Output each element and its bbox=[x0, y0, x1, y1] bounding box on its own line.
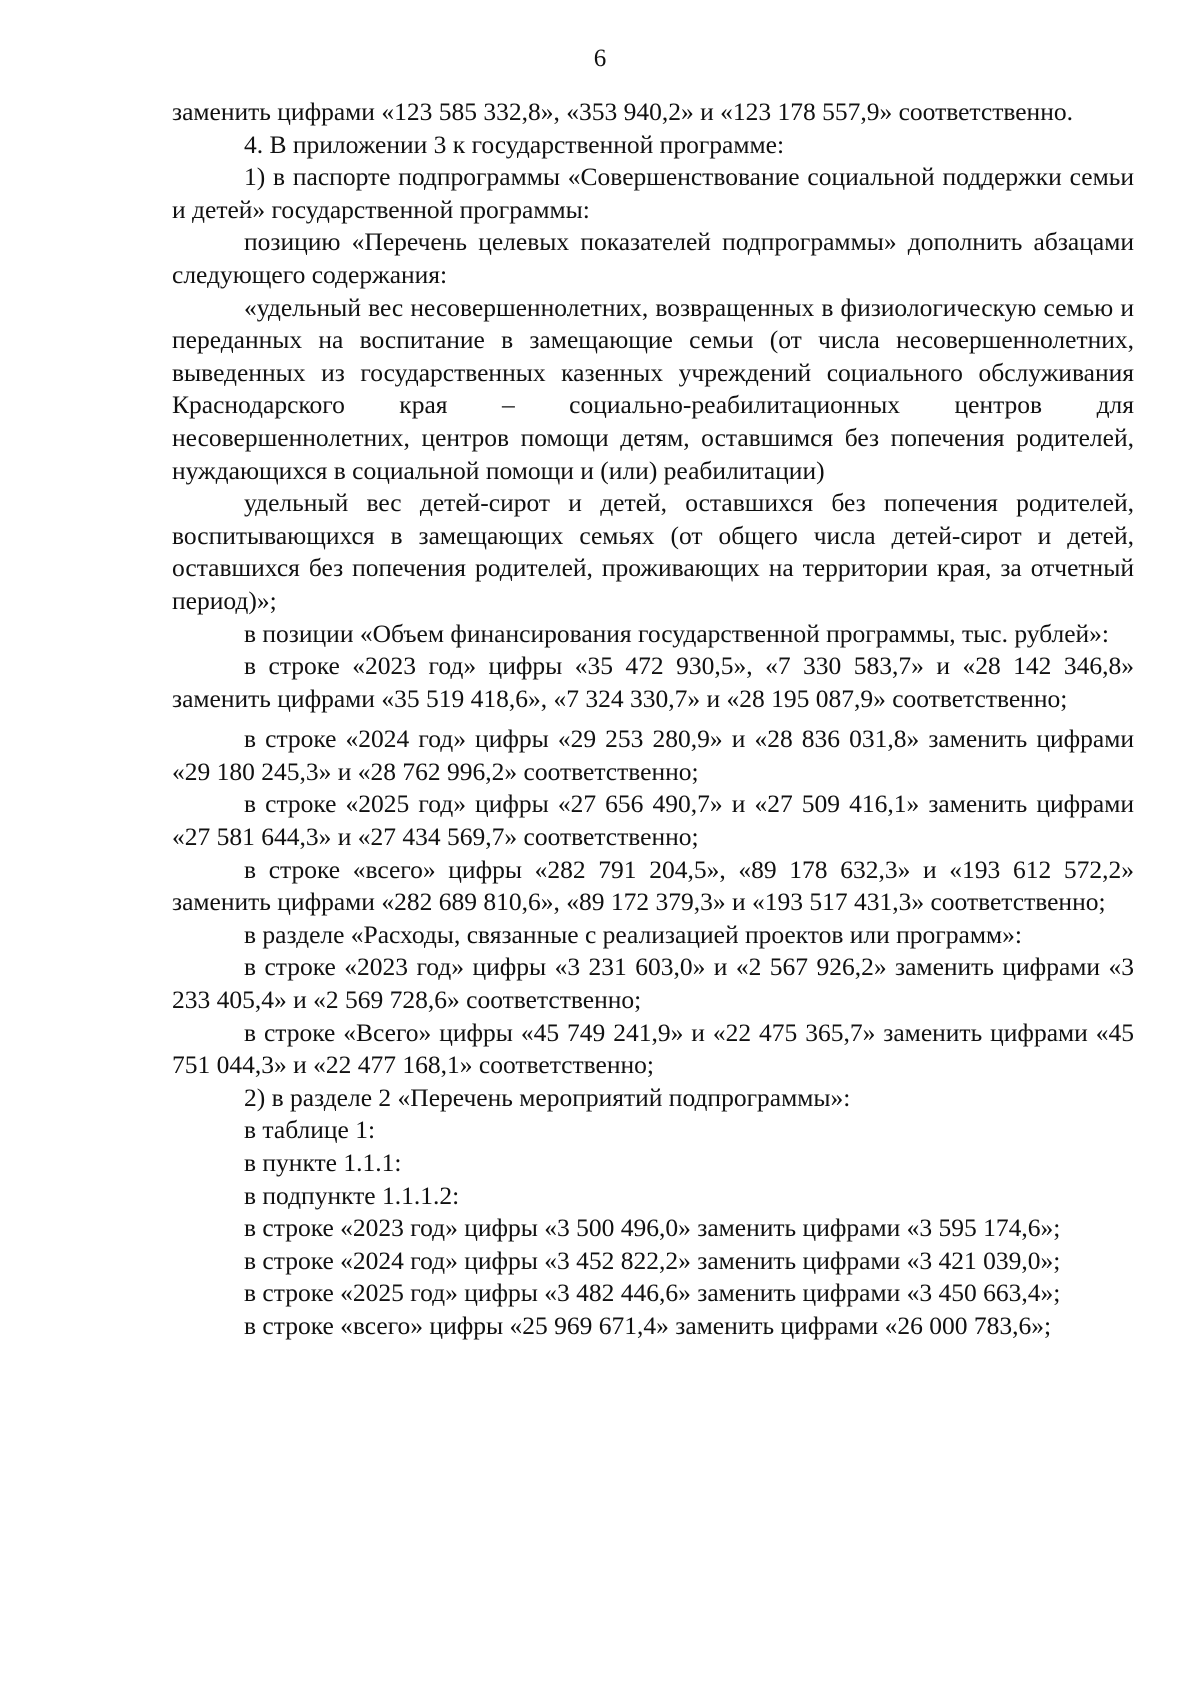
paragraph: в строке «2023 год» цифры «35 472 930,5», «7 330 583,7» и «28 142 346,8» заменить цифрами «35 519 418,6», «7 324 330,7» и «28 195 087,9» соответственно; bbox=[172, 651, 1134, 713]
paragraph: 2) в разделе 2 «Перечень мероприятий подпрограммы»: bbox=[244, 1082, 851, 1112]
paragraph: в таблице 1: bbox=[244, 1115, 376, 1145]
paragraph: в подпункте 1.1.1.2: bbox=[244, 1180, 460, 1210]
paragraph: в позиции «Объем финансирования государственной программы, тыс. рублей»: bbox=[244, 618, 1110, 648]
paragraph: в строке «всего» цифры «25 969 671,4» заменить цифрами «26 000 783,6»; bbox=[244, 1310, 1052, 1340]
paragraph: позицию «Перечень целевых показателей подпрограммы» дополнить абзацами следующего содержания: bbox=[172, 227, 1134, 289]
paragraph: в строке «2025 год» цифры «27 656 490,7» и «27 509 416,1» заменить цифрами «27 581 644,3» и «27 434 569,7» соответственно; bbox=[172, 789, 1134, 852]
paragraph: в строке «2023 год» цифры «3 231 603,0» и «2 567 926,2» заменить цифрами «3 233 405,4» и «2 569 728,6» соответственно; bbox=[172, 952, 1134, 1015]
document-body bbox=[172, 96, 1134, 1343]
paragraph: в строке «2023 год» цифры «3 500 496,0» заменить цифрами «3 595 174,6»; bbox=[244, 1213, 1061, 1243]
paragraph: в пункте 1.1.1: bbox=[244, 1148, 402, 1177]
page-number: 6 bbox=[593, 45, 607, 72]
paragraph: 4. В приложении 3 к государственной программе: bbox=[244, 129, 785, 159]
paragraph: 1) в паспорте подпрограммы «Совершенствование социальной поддержки семьи и детей» государственной программы: bbox=[172, 162, 1134, 224]
paragraph: в строке «всего» цифры «282 791 204,5», «89 178 632,3» и «193 612 572,2» заменить цифрами «282 689 810,6», «89 172 379,3» и «193 517 431,3» соответственно; bbox=[172, 854, 1134, 917]
paragraph: «удельный вес несовершеннолетних, возвращенных в физиологическую семью и переданных на воспитание в замещающие семьи (от числа несовершеннолетних, выведенных из государственных казенных учреждений социального обслуживания Краснодарского края – социально-реабилитационных центров для несовершеннолетних, центров помощи детям, оставшимся без попечения родителей, нуждающихся в социальной помощи и (или) реабилитации) bbox=[172, 292, 1134, 485]
paragraph: в строке «2025 год» цифры «3 482 446,6» заменить цифрами «3 450 663,4»; bbox=[244, 1278, 1061, 1308]
paragraph: в строке «2024 год» цифры «3 452 822,2» заменить цифрами «3 421 039,0»; bbox=[244, 1245, 1061, 1275]
paragraph: в строке «Всего» цифры «45 749 241,9» и «22 475 365,7» заменить цифрами «45 751 044,3» и «22 477 168,1» соответственно; bbox=[172, 1017, 1134, 1080]
paragraph: удельный вес детей-сирот и детей, оставшихся без попечения родителей, воспитывающихся в замещающих семьях (от общего числа детей-сирот и детей, оставшихся без попечения родителей, проживающих на территории края, за отчетный период)»; bbox=[172, 488, 1134, 615]
paragraph: заменить цифрами «123 585 332,8», «353 940,2» и «123 178 557,9» соответственно. bbox=[172, 97, 1073, 126]
paragraph: в строке «2024 год» цифры «29 253 280,9» и «28 836 031,8» заменить цифрами «29 180 245,3» и «28 762 996,2» соответственно; bbox=[172, 724, 1134, 786]
paragraph: в разделе «Расходы, связанные с реализацией проектов или программ»: bbox=[244, 919, 1022, 949]
